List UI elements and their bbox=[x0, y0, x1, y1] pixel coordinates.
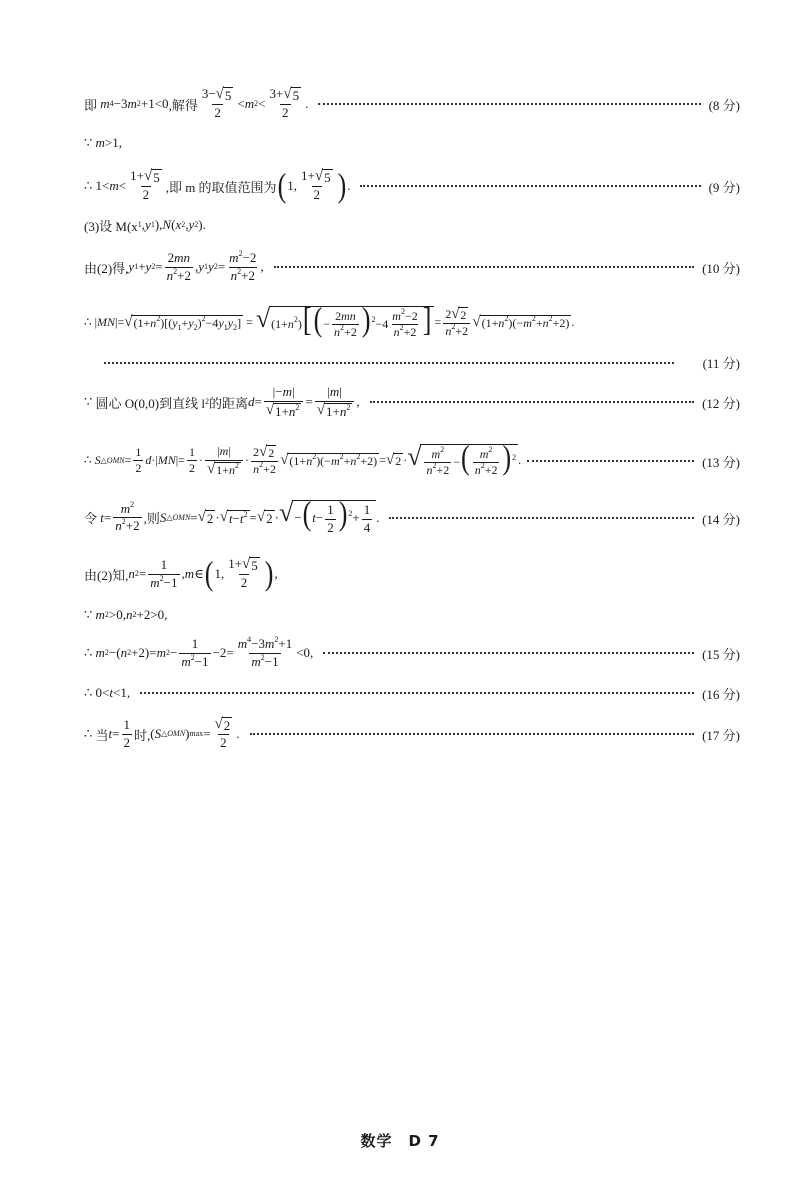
solution-line-14 bbox=[84, 496, 740, 540]
dot-leader bbox=[318, 103, 700, 105]
math-expression: 令 t = $\frac{m^2}{n^2+2}$ ,则 S △OMN = √ 2 · √ $t-t^2$ = √ 2 · √ −(t− $\frac{1}{2}$ )$^2$+ $\frac{1}{4}$ . bbox=[84, 494, 380, 535]
solution-line bbox=[84, 604, 740, 626]
solution-line bbox=[84, 214, 740, 236]
score-label: (13 分) bbox=[702, 454, 740, 470]
score-label: (17 分) bbox=[702, 727, 740, 743]
dot-leader bbox=[527, 460, 694, 462]
math-expression: 即 m 4 −3 m 2 +1<0 ,解得 3− √ 5 2 < m 2 < 3+ √ 5 2 . bbox=[84, 85, 309, 121]
math-expression: ∴ S △OMN = $\frac{1}{2}$ d ·| MN |= $\frac{1}{2}$ · |m| √ $1+n^2$ · 2 √ 2 $n^2+2$ √ $(1+n^2)(-m^2+n^2+2)$ = √ 2 · √ $\frac{m^2}{n^2+2}$ −( $\frac{m^2}{n^2+2}$ )$^2$ . bbox=[84, 438, 522, 478]
solution-line-13 bbox=[84, 438, 740, 484]
solution-line-9 bbox=[84, 168, 740, 204]
dot-leader bbox=[274, 266, 694, 268]
solution-line-10 bbox=[84, 250, 740, 284]
math-expression: ∴ 当 t = $\frac{1}{2}$ 时, ( S △OMN ) max = √ 2 2 . bbox=[84, 715, 240, 751]
solution-line bbox=[84, 132, 740, 154]
dot-leader bbox=[370, 401, 695, 403]
score-label: (9 分) bbox=[708, 179, 740, 195]
math-expression: 由(2)得, y 1 + y 2 = $\frac{2mn}{n^2+2}$ , y 1 y 2 = $\frac{m^2-2}{n^2+2}$ , bbox=[84, 248, 264, 283]
score-label: (14 分) bbox=[702, 511, 740, 527]
math-expression: ∵ m 2 >0, n 2 +2>0, bbox=[84, 607, 168, 622]
score-label: (11 分) bbox=[702, 355, 740, 371]
solution-line-mn bbox=[84, 302, 740, 344]
solution-line-11 bbox=[84, 352, 740, 372]
solution-line-12 bbox=[84, 380, 740, 424]
score-label: (16 分) bbox=[702, 686, 740, 702]
solution-line bbox=[84, 556, 740, 592]
dot-leader bbox=[140, 692, 694, 694]
math-expression: ∵ m >1, bbox=[84, 135, 123, 150]
score-label: (10 分) bbox=[702, 260, 740, 276]
dot-leader bbox=[250, 733, 695, 735]
math-expression: ∴ 1< m < 1+ √ 5 2 ,即 m 的取值范围为 ( 1, 1+ √ 5 2 ) . bbox=[84, 166, 351, 205]
math-expression: 由(2)知, n 2 = $\frac{1}{m^2-1}$ , m ∈ ( 1, 1+ √ 5 2 ) , bbox=[84, 554, 278, 593]
math-expression: (3)设 M(x 1 , y 1 ), N ( x 2 , y 2 ). bbox=[84, 217, 206, 234]
solution-line-17 bbox=[84, 716, 740, 752]
solution-line-15 bbox=[84, 636, 740, 670]
dot-leader bbox=[389, 517, 694, 519]
math-expression: ∴ m 2 −( n 2 +2)= m 2 − $\frac{1}{m^2-1}$ −2= $\frac{m^4-3m^2+1}{m^2-1}$ <0, bbox=[84, 634, 314, 669]
math-expression: ∴ 0< t <1, bbox=[84, 685, 131, 700]
score-label: (12 分) bbox=[702, 395, 740, 411]
dot-leader bbox=[360, 185, 700, 187]
score-label: (8 分) bbox=[708, 97, 740, 113]
solution-line-8 bbox=[84, 85, 740, 121]
score-label: (15 分) bbox=[702, 646, 740, 662]
math-expression: ∴ | MN |= √ $(1+n^2)[(y_1+y_2)^2-4y_1y_2]$ = √ $(1+n^2)[(-$ $\frac{2mn}{n^2+2}$ )$^2$−4 $\frac{m^2-2}{n^2+2}$ ] = 2 √ 2 $n^2+2$ √ $(1+n^2)(-m^2+n^2+2)$ . bbox=[84, 300, 575, 340]
math-expression: ∵ 圆心 O(0,0)到直线 l 2 的距离 d = |−m| √ $1+n^2$ = |m| √ $1+n^2$ , bbox=[84, 383, 360, 419]
dot-leader bbox=[323, 652, 694, 654]
page-footer: 数学 D 7 bbox=[360, 1132, 440, 1150]
solution-line-16 bbox=[84, 682, 740, 704]
